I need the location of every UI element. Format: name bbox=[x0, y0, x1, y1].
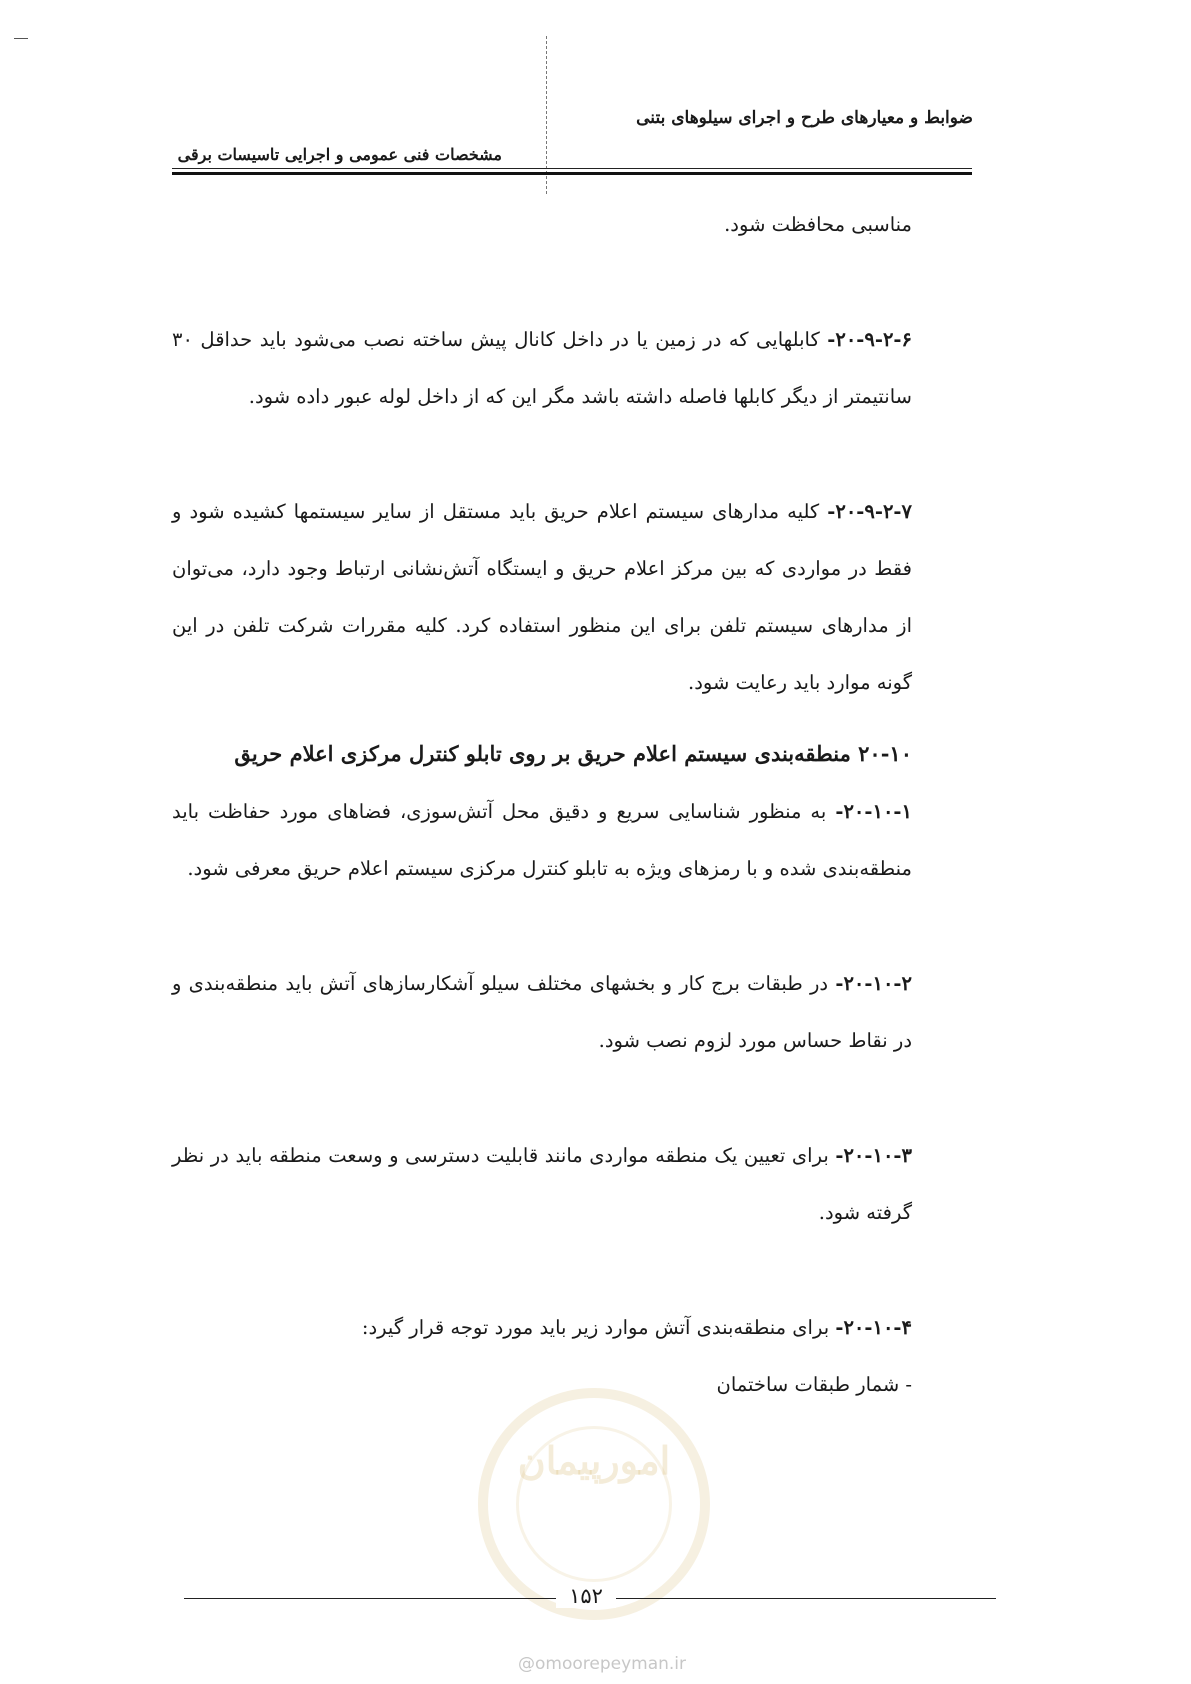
footer-rule-right bbox=[616, 1598, 996, 1599]
header-rule-thick bbox=[172, 172, 972, 175]
clause-number: ۲۰-۱۰-۴- bbox=[835, 1316, 912, 1339]
clause-text: کابلهایی که در زمین یا در داخل کانال پیش ساخته نصب می‌شود باید حداقل ۳۰ سانتیمتر از دیگر کابلها فاصله داشته باشد مگر این که از داخل لوله عبور داده شود. bbox=[172, 328, 912, 408]
clause-20-10-2 bbox=[172, 955, 912, 1069]
chapter-title: مشخصات فنی عمومی و اجرایی تاسیسات برقی bbox=[177, 145, 502, 164]
book-title: ضوابط و معیارهای طرح و اجرای سیلوهای بتنی bbox=[636, 108, 973, 128]
clause-number: ۲۰-۱۰-۲- bbox=[835, 972, 912, 995]
clause-20-9-2-7 bbox=[172, 483, 912, 711]
clause-20-10-3 bbox=[172, 1127, 912, 1241]
watermark-url: @omoorepeyman.ir bbox=[517, 1654, 687, 1674]
clause-text: کلیه مدارهای سیستم اعلام حریق باید مستقل از سایر سیستمها کشیده شود و فقط در مواردی که بین مرکز اعلام حریق و ایستگاه آتش‌نشانی ارتباط وجود دارد، می‌توان از مدارهای سیستم تلفن برای این منظور استفاده کرد. کلیه مقررات شرکت تلفن در این گونه موارد باید رعایت شود. bbox=[172, 500, 912, 694]
clause-text: برای تعیین یک منطقه مواردی مانند قابلیت دسترسی و وسعت منطقه باید در نظر گرفته شود. bbox=[172, 1144, 912, 1224]
footer-rule-left bbox=[184, 1598, 556, 1599]
clause-number: ۲۰-۱۰-۱- bbox=[835, 800, 912, 823]
clause-number: ۲۰-۱۰-۳- bbox=[835, 1144, 912, 1167]
clause-20-9-2-6 bbox=[172, 311, 912, 425]
list-item: - شمار طبقات ساختمان bbox=[716, 1373, 912, 1396]
clause-20-10-4 bbox=[172, 1299, 912, 1356]
paragraph-continuation: مناسبی محافظت شود. bbox=[724, 213, 912, 236]
clause-text: به منظور شناسایی سریع و دقیق محل آتش‌سوزی، فضاهای مورد حفاظت باید منطقه‌بندی شده و با رمزهای ویژه به تابلو کنترل مرکزی سیستم اعلام حریق معرفی شود. bbox=[172, 800, 912, 880]
section-heading: ۲۰-۱۰ منطقه‌بندی سیستم اعلام حریق بر روی تابلو کنترل مرکزی اعلام حریق bbox=[234, 741, 912, 766]
clause-number: ۲۰-۹-۲-۷- bbox=[827, 500, 912, 523]
page-number: ۱۵۲ bbox=[556, 1584, 616, 1608]
page-body bbox=[172, 196, 912, 1413]
clause-text: در طبقات برج کار و بخشهای مختلف سیلو آشکارسازهای آتش باید منطقه‌بندی و در نقاط حساس مورد لزوم نصب شود. bbox=[172, 972, 912, 1052]
clause-text: برای منطقه‌بندی آتش موارد زیر باید مورد توجه قرار گیرد: bbox=[361, 1316, 836, 1339]
header-rule-thin bbox=[172, 168, 972, 169]
page-header bbox=[0, 0, 1191, 200]
clause-number: ۲۰-۹-۲-۶- bbox=[827, 328, 912, 351]
header-divider bbox=[546, 36, 547, 194]
clause-20-10-1 bbox=[172, 783, 912, 897]
stamp-text: امورپیمان bbox=[517, 1438, 671, 1483]
